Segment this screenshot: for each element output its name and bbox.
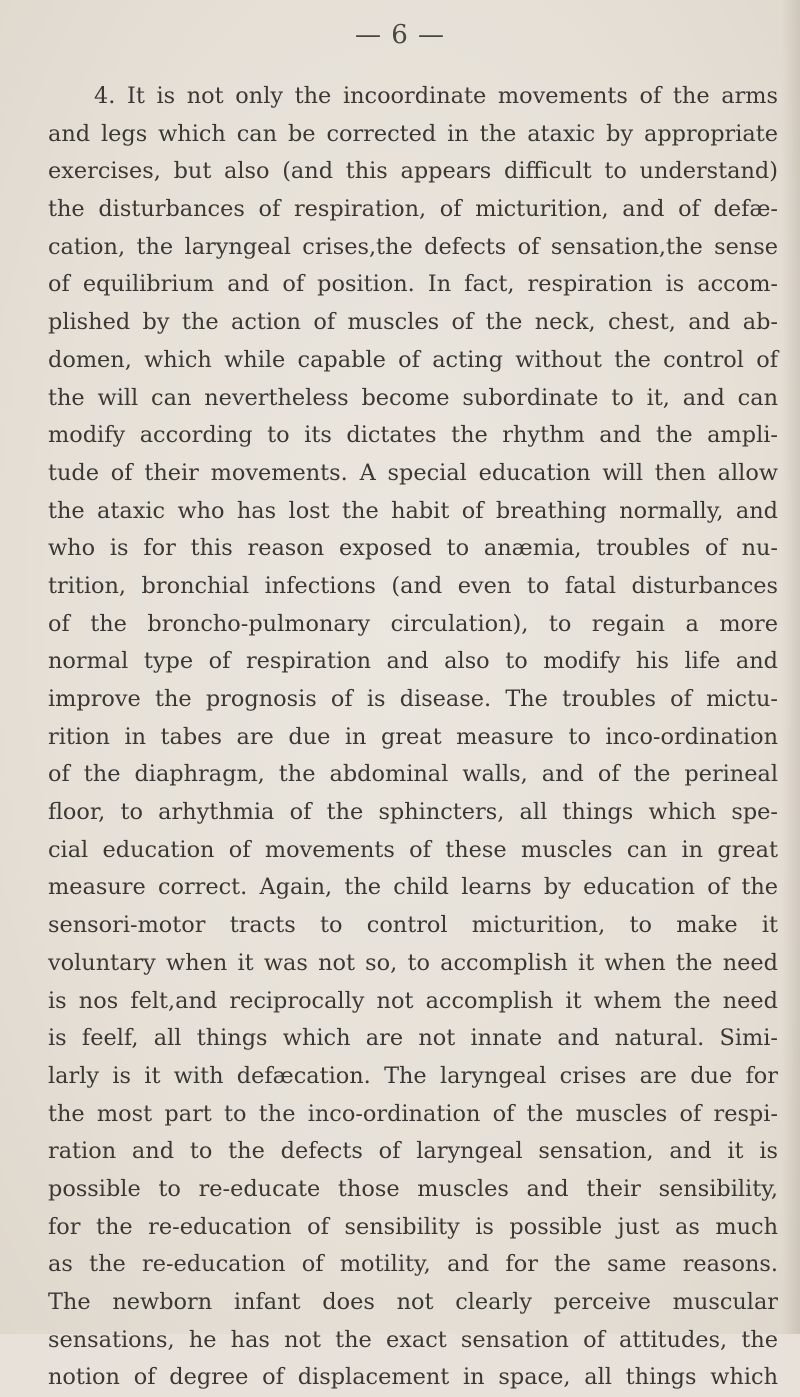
text-line: plished by the action of muscles of the neck, chest, and ab- (48, 309, 778, 336)
text-line: the will can nevertheless become subordinate to it, and can (48, 384, 778, 411)
text-line: notion of degree of displacement in space, all things which (48, 1364, 778, 1391)
text-line: The newborn infant does not clearly perceive muscular (48, 1289, 778, 1315)
text-line: rition in tabes are due in great measure to inco-ordination (48, 723, 778, 750)
text-line: voluntary when it was not so, to accomplish it when the need (48, 949, 778, 976)
text-line: of the diaphragm, the abdominal walls, and of the perineal (48, 761, 778, 788)
text-line: of the broncho-pulmonary circulation), to regain a more (48, 610, 778, 637)
text-line: who is for this reason exposed to anæmia, troubles of nu- (48, 535, 778, 562)
text-line: domen, which while capable of acting without the control of (48, 346, 778, 373)
text-line: trition, bronchial infections (and even to fatal disturbances (48, 572, 778, 599)
text-line: is nos felt,and reciprocally not accomplish it whem the need (48, 987, 778, 1014)
text-line: cation, the laryngeal crises,the defects of sensation,the sense (48, 233, 778, 260)
text-line: tude of their movements. A special education will then allow (48, 459, 778, 486)
text-line: ration and to the defects of laryngeal sensation, and it is (48, 1138, 778, 1165)
body-paragraph (48, 78, 778, 1397)
text-line: of equilibrium and of position. In fact, respiration is accom- (48, 271, 778, 298)
text-line: normal type of respiration and also to modify his life and (48, 648, 778, 675)
page-edge-shadow (782, 0, 800, 1334)
text-line: modify according to its dictates the rhythm and the ampli- (48, 422, 778, 449)
text-line: cial education of movements of these muscles can in great (48, 836, 778, 863)
text-line: measure correct. Again, the child learns by education of the (48, 874, 778, 901)
text-line: sensations, he has not the exact sensation of attitudes, the (48, 1326, 778, 1353)
text-line: the ataxic who has lost the habit of breathing normally, and (48, 497, 778, 524)
page-number: — 6 — (354, 20, 446, 50)
text-line: the disturbances of respiration, of micturition, and of defæ- (48, 196, 778, 223)
text-line: as the re-education of motility, and for the same reasons. (48, 1251, 778, 1278)
text-line: is feelf, all things which are not innate and natural. Simi- (48, 1025, 778, 1052)
text-line: and legs which can be corrected in the ataxic by appropriate (48, 120, 778, 147)
text-line: possible to re-educate those muscles and their sensibility, (48, 1175, 778, 1202)
text-line: 4. It is not only the incoordinate movements of the arms (94, 83, 778, 109)
text-line: the most part to the inco-ordination of the muscles of respi- (48, 1100, 778, 1127)
text-line: floor, to arhythmia of the sphincters, all things which spe- (48, 799, 778, 826)
text-line: for the re-education of sensibility is possible just as much (48, 1213, 778, 1240)
text-line: larly is it with defæcation. The laryngeal crises are due for (48, 1062, 778, 1089)
text-line: improve the prognosis of is disease. The troubles of mictu- (48, 686, 778, 712)
text-line: exercises, but also (and this appears difficult to understand) (48, 158, 778, 185)
text-line: sensori-motor tracts to control micturition, to make it (48, 912, 778, 939)
